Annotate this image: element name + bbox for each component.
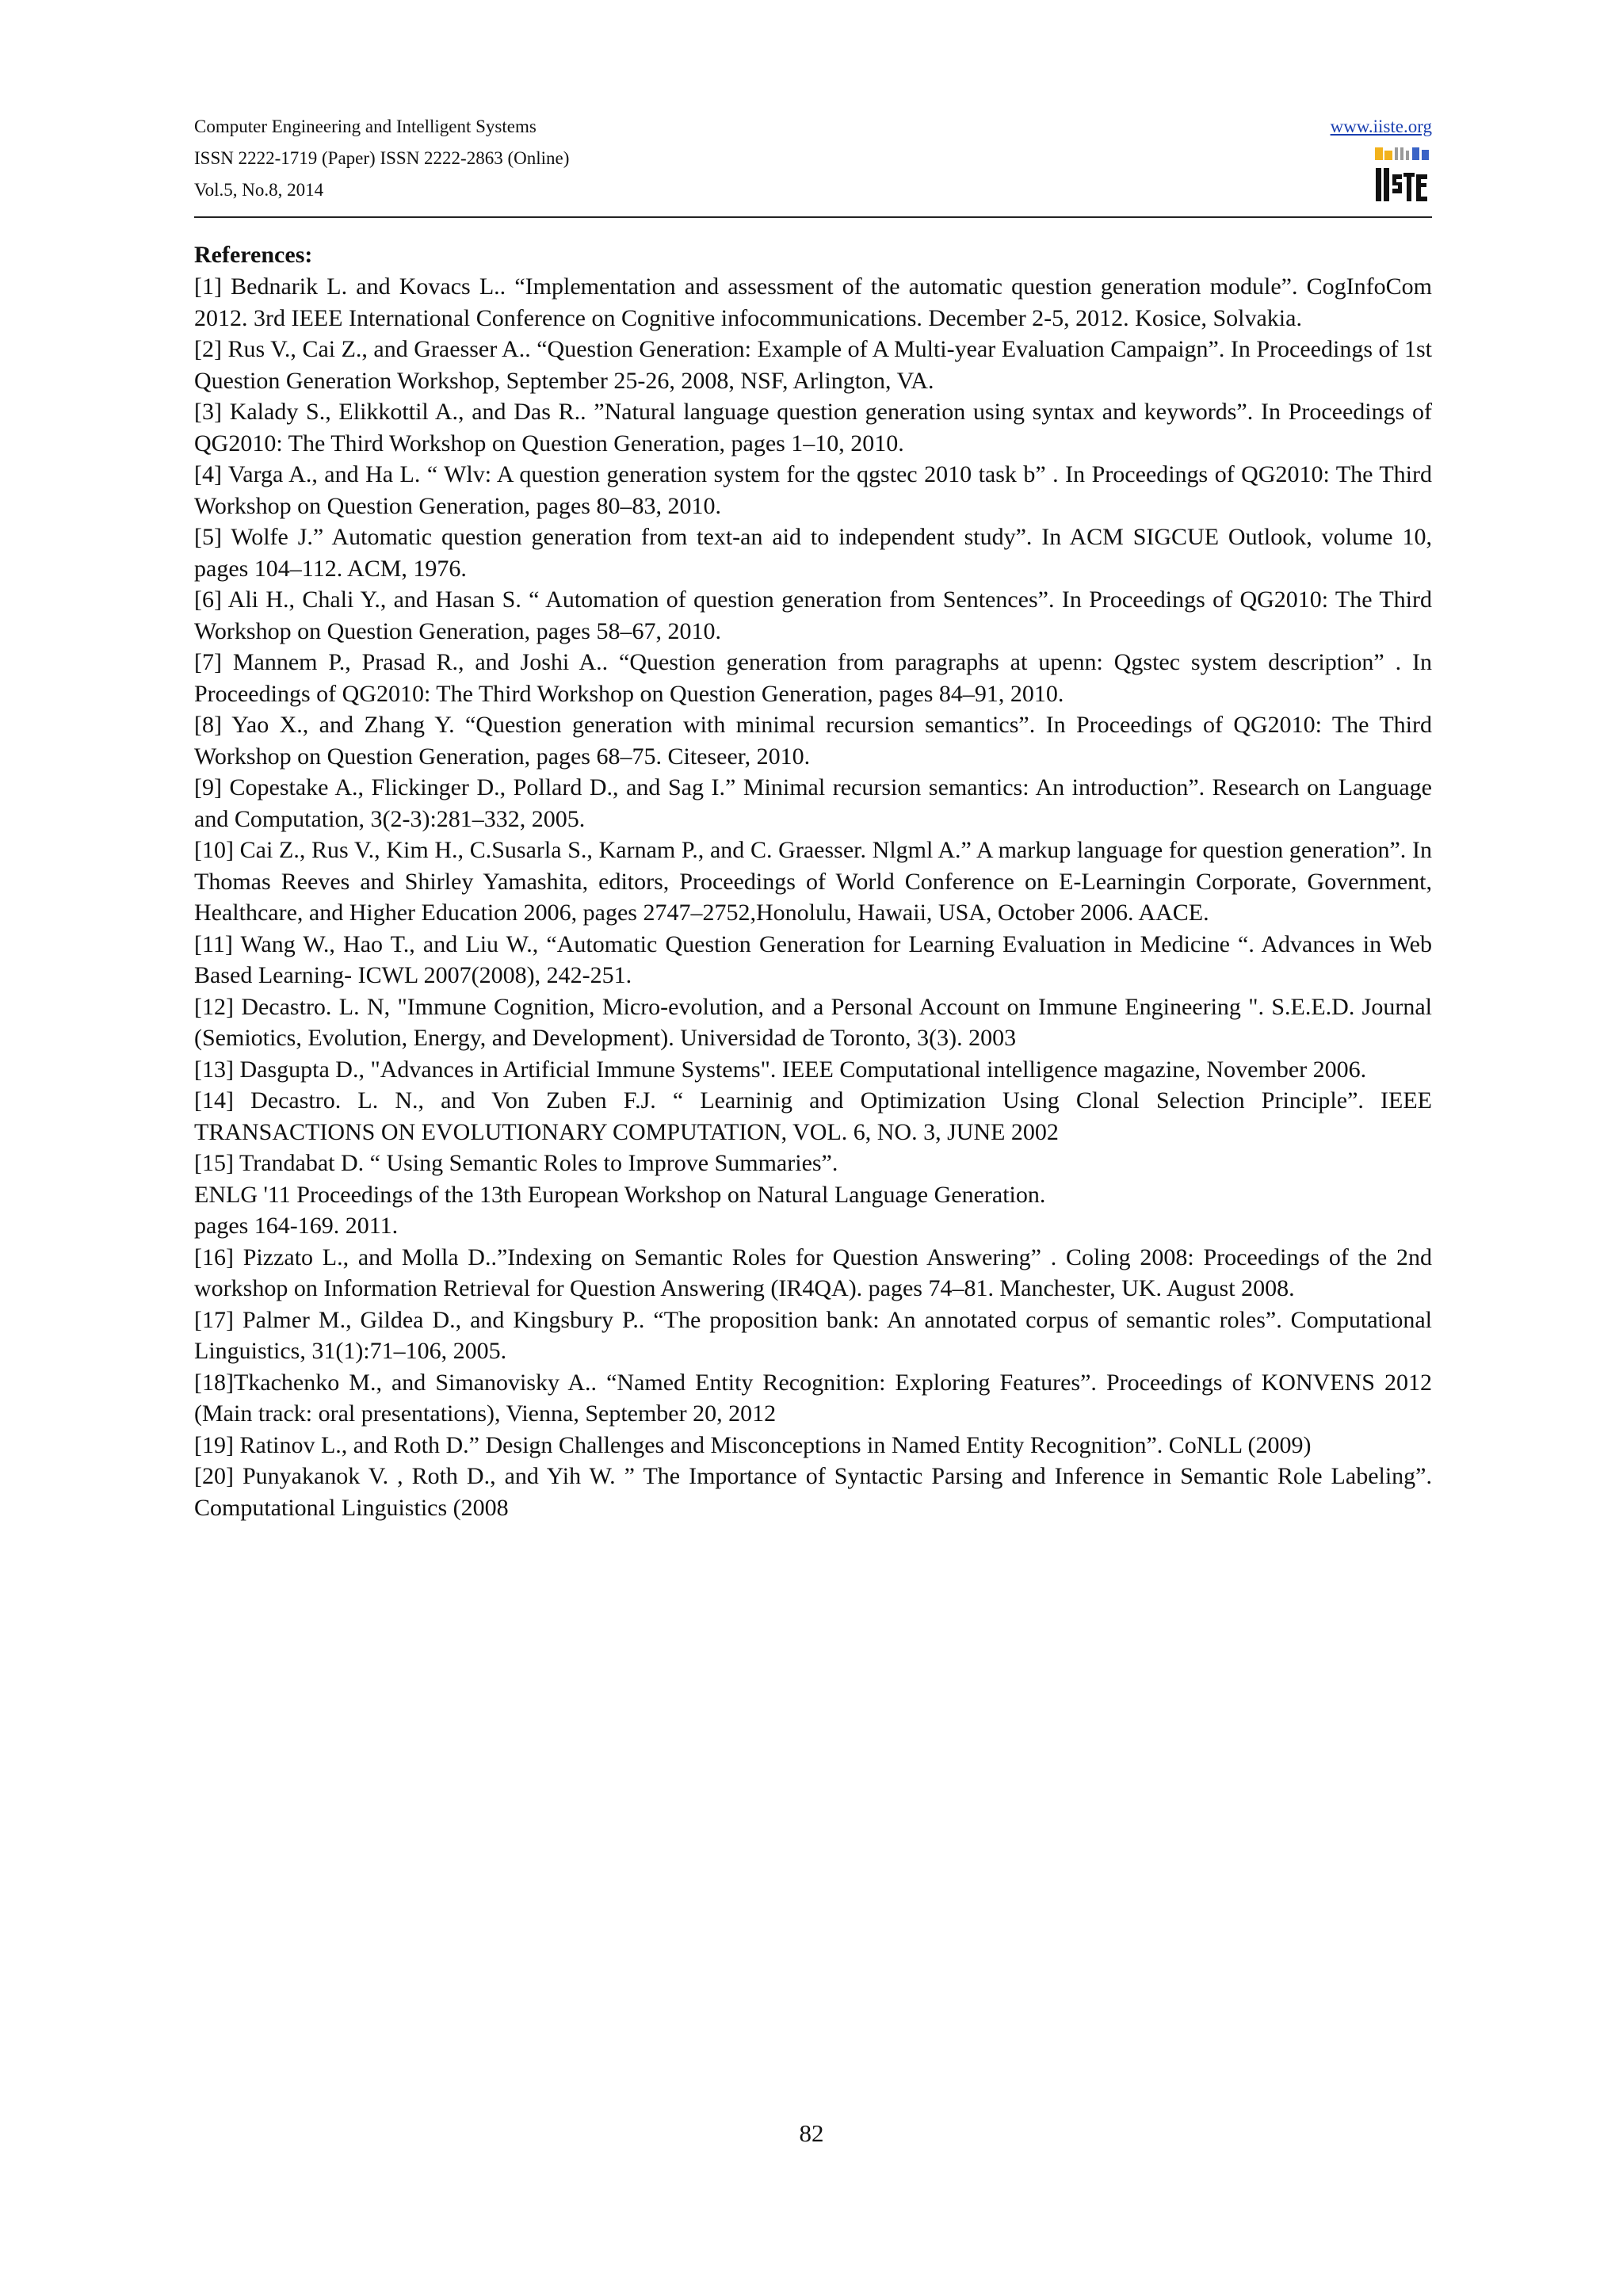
reference-list bbox=[194, 271, 1432, 1523]
reference-item: [3] Kalady S., Elikkottil A., and Das R.. ”Natural language question generation using syntax and keywords”. In Proceedings of QG2010: The Third Workshop on Question Generation, pages 1–10, 2010. bbox=[194, 399, 1432, 457]
reference-item: [13] Dasgupta D., "Advances in Artificial Immune Systems". IEEE Computational intelligence magazine, November 2006. bbox=[194, 1056, 1367, 1083]
reference-item: [17] Palmer M., Gildea D., and Kingsbury P.. “The proposition bank: An annotated corpus of semantic roles”. Computational Linguistics, 31(1):71–106, 2005. bbox=[194, 1306, 1432, 1364]
journal-issn: ISSN 2222-1719 (Paper) ISSN 2222-2863 (Online) bbox=[194, 148, 570, 168]
reference-item: [19] Ratinov L., and Roth D.” Design Challenges and Misconceptions in Named Entity Recognition”. CoNLL (2009) bbox=[194, 1431, 1312, 1458]
iiste-logo bbox=[1373, 146, 1430, 204]
journal-title: Computer Engineering and Intelligent Systems bbox=[194, 117, 537, 136]
references-heading: References: bbox=[194, 242, 313, 268]
references-section bbox=[194, 239, 1432, 1523]
reference-item: [8] Yao X., and Zhang Y. “Question generation with minimal recursion semantics”. In Proceedings of QG2010: The Third Workshop on Question Generation, pages 68–75. Citeseer, 2010. bbox=[194, 712, 1432, 770]
reference-item: [9] Copestake A., Flickinger D., Pollard D., and Sag I.” Minimal recursion semantics: An introduction”. Research on Language and Computation, 3(2-3):281–332, 2005. bbox=[194, 774, 1432, 832]
reference-item: [7] Mannem P., Prasad R., and Joshi A.. “Question generation from paragraphs at upenn: Qgstec system description” . In Proceedings of QG2010: The Third Workshop on Question Generation, pages 84–91, 2010. bbox=[194, 649, 1432, 707]
reference-item: [4] Varga A., and Ha L. “ Wlv: A question generation system for the qgstec 2010 task b” . In Proceedings of QG2010: The Third Workshop on Question Generation, pages 80–83, 2010. bbox=[194, 461, 1432, 519]
reference-item: [6] Ali H., Chali Y., and Hasan S. “ Automation of question generation from Sentences”. In Proceedings of QG2010: The Third Workshop on Question Generation, pages 58–67, 2010. bbox=[194, 586, 1432, 644]
reference-item: [12] Decastro. L. N, "Immune Cognition, Micro-evolution, and a Personal Account on Immune Engineering ". S.E.E.D. Journal (Semiotics, Evolution, Energy, and Development). Universidad de Toronto, 3(3). 2003 bbox=[194, 993, 1432, 1051]
reference-item: [11] Wang W., Hao T., and Liu W., “Automatic Question Generation for Learning Evaluation in Medicine “. Advances in Web Based Learning- ICWL 2007(2008), 242-251. bbox=[194, 930, 1432, 988]
reference-continuation: ENLG '11 Proceedings of the 13th European Workshop on Natural Language Generation. bbox=[194, 1181, 1046, 1208]
reference-item: [10] Cai Z., Rus V., Kim H., C.Susarla S., Karnam P., and C. Graesser. Nlgml A.” A markup language for question generation”. In Thomas Reeves and Shirley Yamashita, editors, Proceedings of World Conference on E-Learningin Corporate, Government, Healthcare, and Higher Education 2006, pages 2747–2752,Honolulu, Hawaii, USA, October 2006. AACE. bbox=[194, 837, 1432, 926]
page-header bbox=[194, 111, 1432, 216]
reference-item: [20] Punyakanok V. , Roth D., and Yih W. ” The Importance of Syntactic Parsing and Inference in Semantic Role Labeling”. Computational Linguistics (2008 bbox=[194, 1463, 1432, 1521]
header-divider bbox=[194, 216, 1432, 218]
page-number: 82 bbox=[799, 2119, 824, 2147]
reference-item: [1] Bednarik L. and Kovacs L.. “Implementation and assessment of the automatic question generation module”. CogInfoCom 2012. 3rd IEEE International Conference on Cognitive infocommunications. December 2-5, 2012. Kosice, Solvakia. bbox=[194, 273, 1432, 331]
reference-item: [18]Tkachenko M., and Simanovisky A.. “Named Entity Recognition: Exploring Features”. Proceedings of KONVENS 2012 (Main track: oral presentations), Vienna, September 20, 2012 bbox=[194, 1369, 1432, 1427]
reference-item: [2] Rus V., Cai Z., and Graesser A.. “Question Generation: Example of A Multi-year Evaluation Campaign”. In Proceedings of 1st Question Generation Workshop, September 25-26, 2008, NSF, Arlington, VA. bbox=[194, 336, 1432, 394]
reference-item: [5] Wolfe J.” Automatic question generation from text-an aid to independent study”. In ACM SIGCUE Outlook, volume 10, pages 104–112. ACM, 1976. bbox=[194, 524, 1432, 582]
website-link[interactable]: www.iiste.org bbox=[1330, 117, 1432, 136]
journal-volume: Vol.5, No.8, 2014 bbox=[194, 180, 324, 200]
reference-item: [14] Decastro. L. N., and Von Zuben F.J. “ Learninig and Optimization Using Clonal Selection Principle”. IEEE TRANSACTIONS ON EVOLUTIONARY COMPUTATION, VOL. 6, NO. 3, JUNE 2002 bbox=[194, 1087, 1432, 1145]
reference-item: [16] Pizzato L., and Molla D..”Indexing on Semantic Roles for Question Answering” . Coling 2008: Proceedings of the 2nd workshop on Information Retrieval for Question Answering (IR4QA). pages 74–81. Manchester, UK. August 2008. bbox=[194, 1244, 1432, 1301]
reference-continuation: pages 164-169. 2011. bbox=[194, 1213, 399, 1239]
reference-item: [15] Trandabat D. “ Using Semantic Roles to Improve Summaries”. bbox=[194, 1150, 838, 1176]
